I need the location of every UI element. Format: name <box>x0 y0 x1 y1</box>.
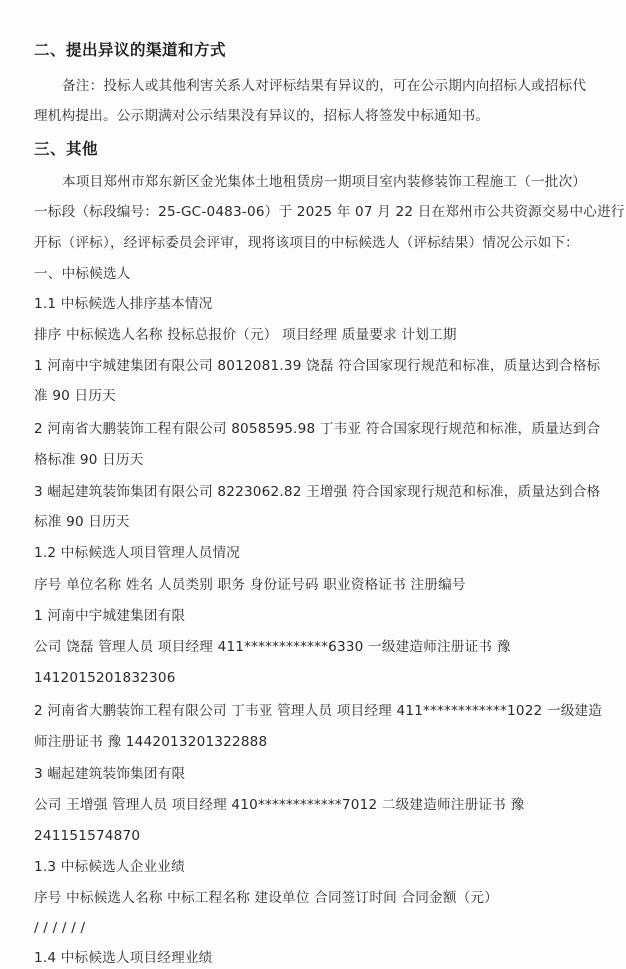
staff-row-continued: 1412015201832306 <box>34 670 176 686</box>
ranking-row-continued: 准 90 日历天 <box>34 388 116 404</box>
heading-other: 三、其他 <box>34 140 99 158</box>
subsection-title: 1.3 中标候选人企业业绩 <box>34 859 185 875</box>
ranking-row: 3 崛起建筑装饰集团有限公司 8223062.82 王增强 符合国家现行规范和标准，质量达到合格 <box>34 484 601 500</box>
staff-row: 2 河南省大鹏装饰工程有限公司 丁韦亚 管理人员 项目经理 411************1022 一级建造 <box>34 703 603 719</box>
staff-row-continued: 公司 饶磊 管理人员 项目经理 411************6330 一级建造师注册证书 豫 <box>34 639 511 655</box>
intro-text-line: 开标（评标），经评标委员会评审，现将该项目的中标候选人（评标结果）情况公示如下： <box>34 235 579 251</box>
subsection-title: 1.4 中标候选人项目经理业绩 <box>34 950 213 966</box>
note-text-line: 备注：投标人或其他利害关系人对评标结果有异议的，可在公示期内向招标人或招标代 <box>62 78 587 94</box>
heading-objection-channels: 二、提出异议的渠道和方式 <box>34 41 227 59</box>
note-text-line: 理机构提出。公示期满对公示结果没有异议的，招标人将签发中标通知书。 <box>34 108 490 124</box>
ranking-row-continued: 标准 90 日历天 <box>34 514 130 530</box>
staff-table-header: 序号 单位名称 姓名 人员类别 职务 身份证号码 职业资格证书 注册编号 <box>34 577 466 593</box>
subsection-title: 1.2 中标候选人项目管理人员情况 <box>34 545 241 561</box>
staff-row: 3 崛起建筑装饰集团有限 <box>34 766 186 782</box>
intro-text-line: 本项目郑州市郑东新区金光集体土地租赁房一期项目室内装修装饰工程施工（一批次） <box>62 174 587 190</box>
ranking-row: 2 河南省大鹏装饰工程有限公司 8058595.98 丁韦亚 符合国家现行规范和标准，质量达到合 <box>34 421 601 437</box>
subsection-title: 1.1 中标候选人排序基本情况 <box>34 296 213 312</box>
performance-table-header: 序号 中标候选人名称 中标工程名称 建设单位 合同签订时间 合同金额（元） <box>34 890 499 906</box>
ranking-table-header: 排序 中标候选人名称 投标总报价（元） 项目经理 质量要求 计划工期 <box>34 327 457 343</box>
staff-row-continued: 师注册证书 豫 1442013201322888 <box>34 734 268 750</box>
staff-row-continued: 公司 王增强 管理人员 项目经理 410************7012 二级建造师注册证书 豫 <box>34 797 525 813</box>
ranking-row-continued: 格标准 90 日历天 <box>34 452 144 468</box>
ranking-row: 1 河南中宇城建集团有限公司 8012081.39 饶磊 符合国家现行规范和标准，质量达到合格标 <box>34 358 601 374</box>
intro-text-line: 一标段（标段编号：25-GC-0483-06）于 2025 年 07 月 22 日在郑州市公共资源交易中心进行 <box>34 204 625 220</box>
section-title: 一、中标候选人 <box>34 266 131 282</box>
staff-row: 1 河南中宇城建集团有限 <box>34 608 186 624</box>
performance-empty-row: / / / / / / <box>34 920 86 936</box>
staff-row-continued: 241151574870 <box>34 828 141 844</box>
